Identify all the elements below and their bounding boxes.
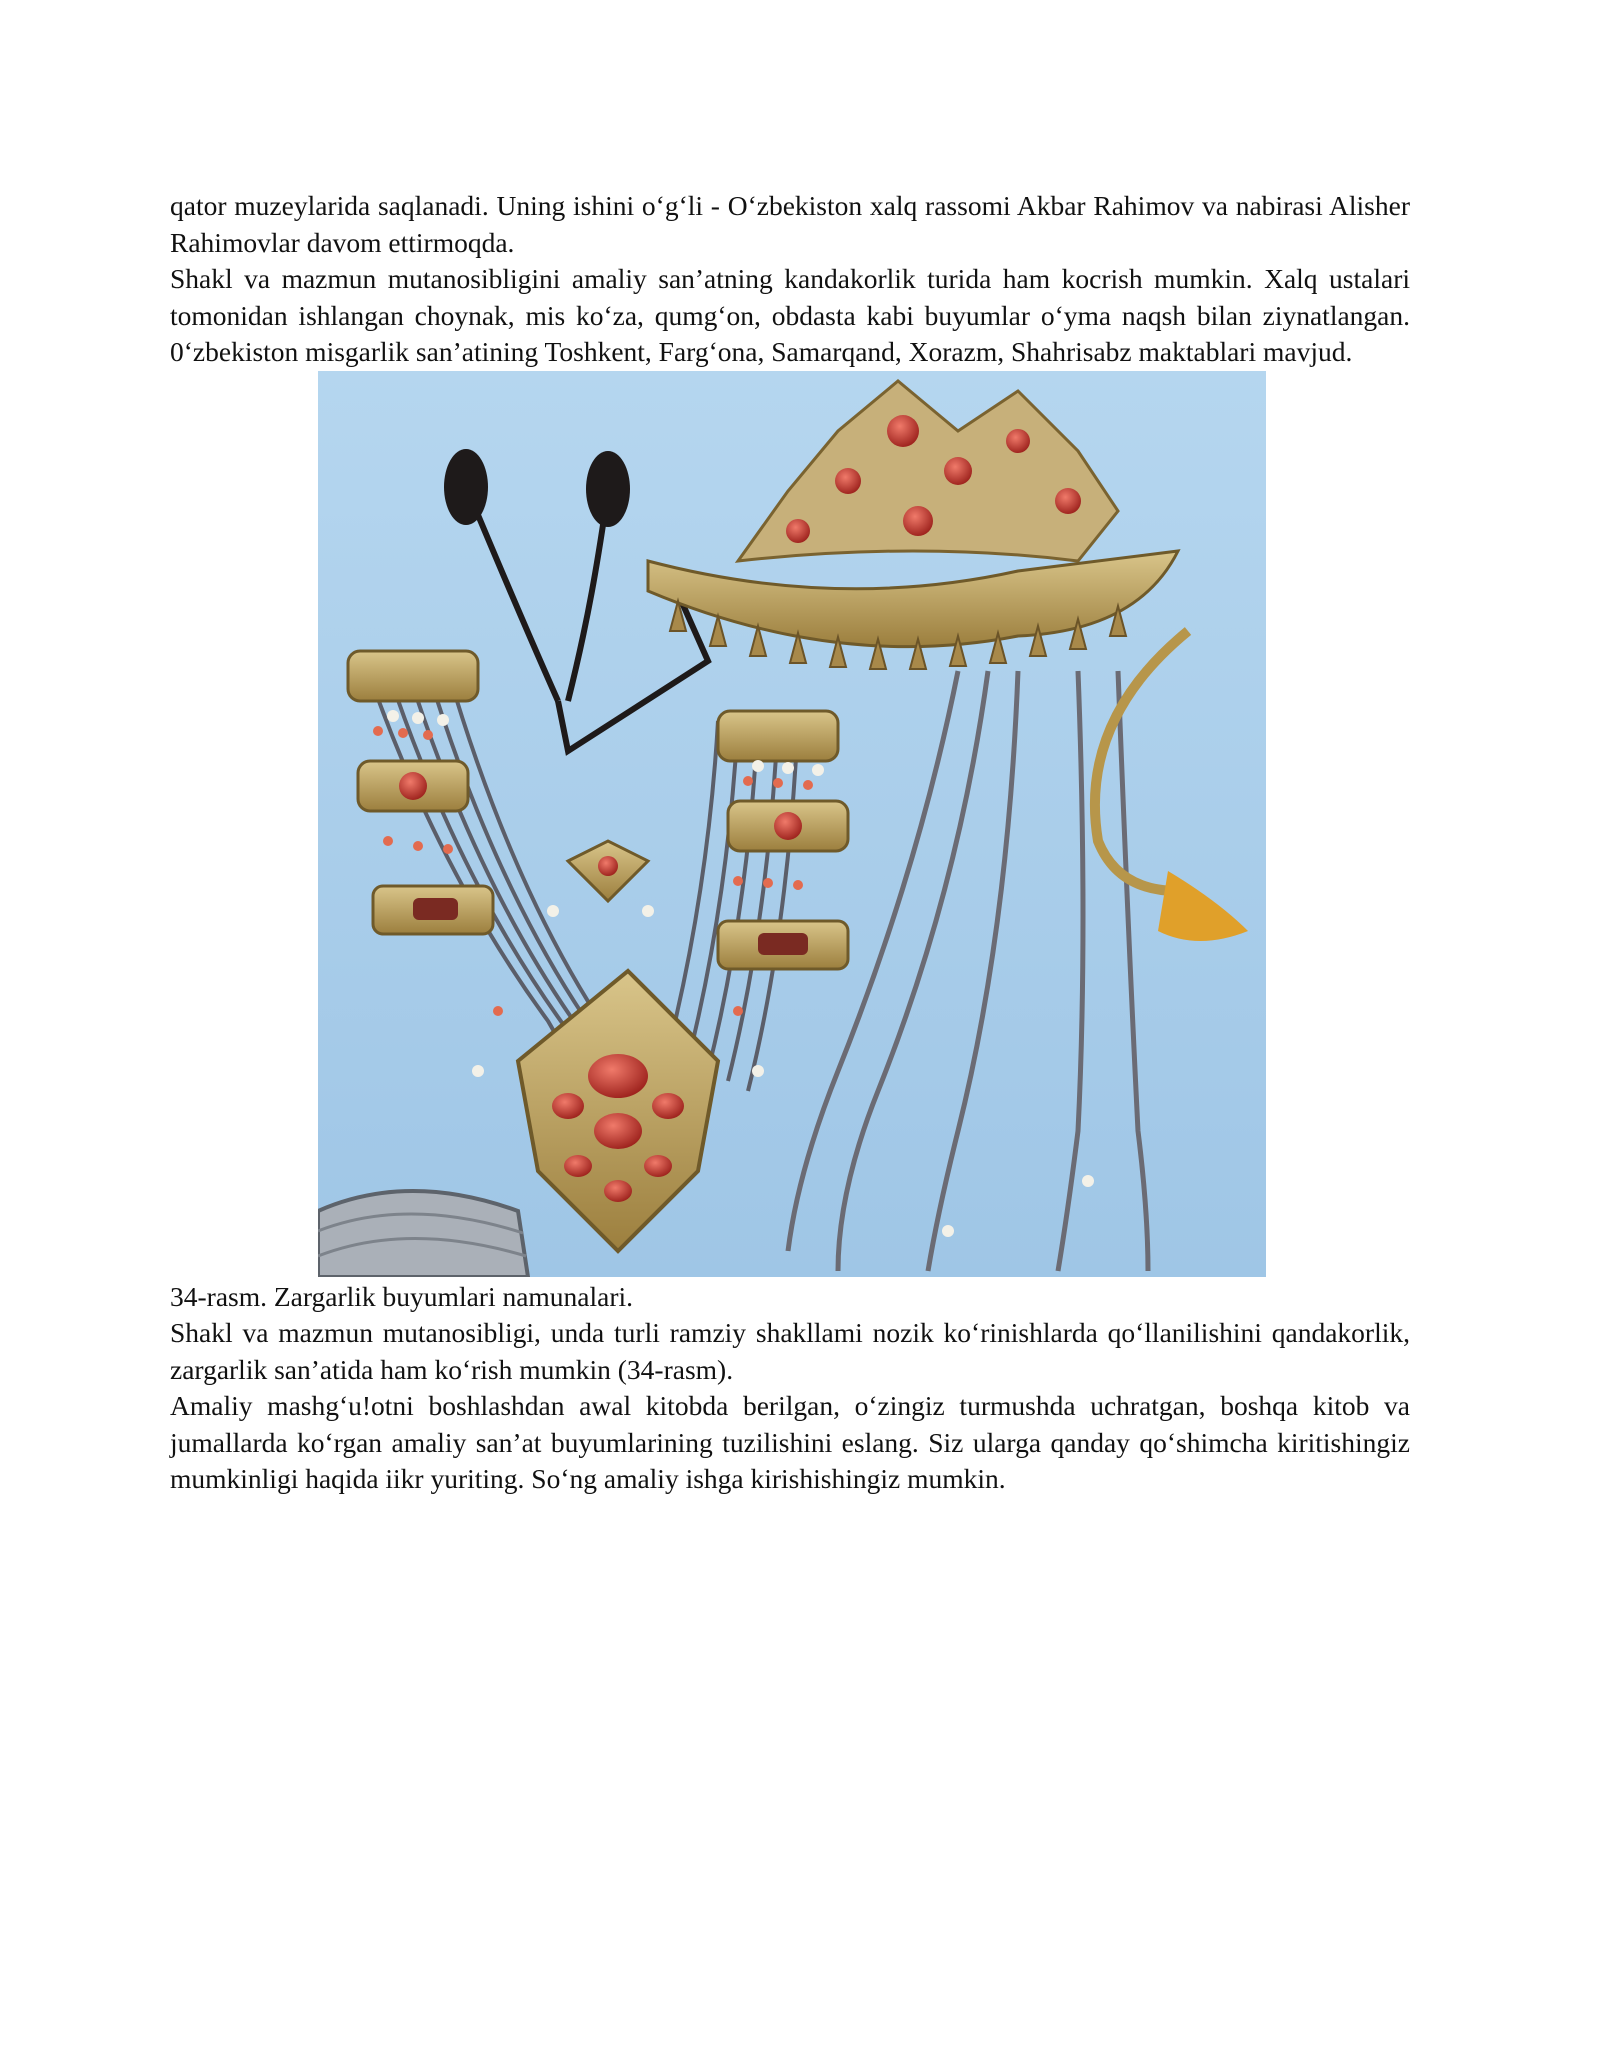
figure-caption: 34-rasm. Zargarlik buyumlari namunalari. [170, 1280, 634, 1312]
paragraph-4: Amaliy mashg‘u!otni boshlashdan awal kitobda berilgan, o‘zingiz turmushda uchratgan, boshqa kitob va jumallarda ko‘rgan amaliy san’at buyumlarining tuzilishini eslang. Siz ularga qanday qo‘shimcha kiritishingiz mumkinligi haqida iikr yuriting. So‘ng amaliy ishga kirishishingiz mumkin. [170, 1390, 1410, 1494]
paragraph-1: qator muzeylarida saqlanadi. Uning ishini o‘g‘li - O‘zbekiston xalq rassomi Akbar Rahimov va nabirasi Alisher Rahimovlar davom ettirmoqda. [170, 190, 1410, 258]
paragraph-3: Shakl va mazmun mutanosibligi, unda turli ramziy shakllami nozik ko‘rinishlarda qo‘llanilishini qandakorlik, zargarlik san’atida ham ko‘rish mumkin (34-rasm). [170, 1317, 1410, 1385]
document-page [170, 188, 1410, 1498]
jewelry-photo [318, 371, 1266, 1277]
jewelry-illustration [318, 371, 1266, 1277]
bracelet [318, 1191, 528, 1277]
paragraph-2: Shakl va mazmun mutanosibligini amaliy san’atning kandakorlik turida ham kocrish mumkin. Xalq ustalari tomonidan ishlangan choynak, mis ko‘za, qumg‘on, obdasta kabi buyumlar o‘yma naqsh bilan ziynatlangan. 0‘zbekiston misgarlik san’atining Toshkent, Farg‘ona, Samarqand, Xorazm, Shahrisabz maktablari mavjud. [170, 263, 1410, 367]
